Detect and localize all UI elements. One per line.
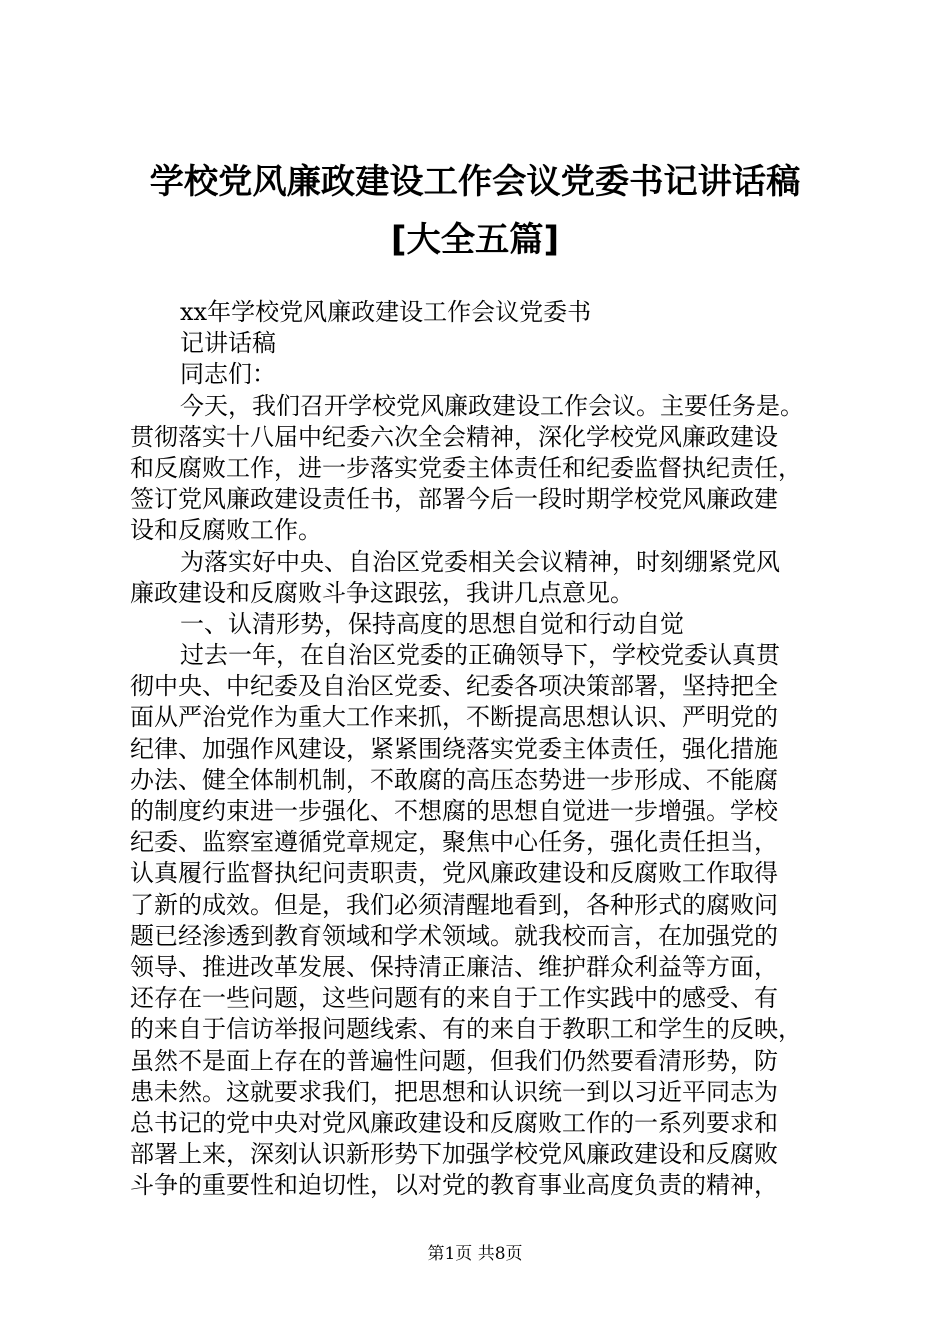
body-line: 纪律、加强作风建设，紧紧围绕落实党委主体责任，强化措施 bbox=[130, 734, 778, 763]
body-line: 过去一年，在自治区党委的正确领导下，学校党委认真贯 bbox=[180, 641, 780, 670]
body-line: 认真履行监督执纪问责职责，党风廉政建设和反腐败工作取得 bbox=[130, 859, 778, 888]
body-line: 虽然不是面上存在的普遍性问题，但我们仍然要看清形势，防 bbox=[130, 1046, 778, 1075]
body-line: 斗争的重要性和迫切性，以对党的教育事业高度负责的精神， bbox=[130, 1171, 778, 1200]
body-line: 贯彻落实十八届中纪委六次全会精神，深化学校党风廉政建设 bbox=[130, 422, 778, 451]
body-line: 记讲话稿 bbox=[180, 329, 276, 358]
body-line: 的来自于信访举报问题线索、有的来自于教职工和学生的反映， bbox=[130, 1015, 802, 1044]
section-heading: 一、认清形势，保持高度的思想自觉和行动自觉 bbox=[180, 609, 684, 638]
body-line: 签订党风廉政建设责任书，部署今后一段时期学校党风廉政建 bbox=[130, 485, 778, 514]
body-line: 同志们： bbox=[180, 360, 276, 389]
body-line: 今天，我们召开学校党风廉政建设工作会议。主要任务是。 bbox=[180, 391, 804, 420]
body-line: 部署上来，深刻认识新形势下加强学校党风廉政建设和反腐败 bbox=[130, 1140, 778, 1169]
body-line: 设和反腐败工作。 bbox=[130, 516, 322, 545]
body-line: 患未然。这就要求我们，把思想和认识统一到以习近平同志为 bbox=[130, 1077, 778, 1106]
body-line: 和反腐败工作，进一步落实党委主体责任和纪委监督执纪责任， bbox=[130, 453, 802, 482]
body-line: 为落实好中央、自治区党委相关会议精神，时刻绷紧党风 bbox=[180, 547, 780, 576]
document-title-line1: 学校党风廉政建设工作会议党委书记讲话稿 bbox=[149, 162, 801, 202]
body-line: 廉政建设和反腐败斗争这跟弦，我讲几点意见。 bbox=[130, 578, 634, 607]
page-footer: 第1页 共8页 bbox=[427, 1244, 523, 1264]
document-title-line2: [大全五篇] bbox=[390, 220, 560, 260]
body-line: xx年学校党风廉政建设工作会议党委书 bbox=[180, 298, 592, 326]
body-line: 纪委、监察室遵循党章规定，聚焦中心任务，强化责任担当， bbox=[130, 828, 778, 857]
document-body bbox=[130, 297, 850, 1201]
body-line: 面从严治党作为重大工作来抓，不断提高思想认识、严明党的 bbox=[130, 703, 778, 732]
body-line: 了新的成效。但是，我们必须清醒地看到，各种形式的腐败问 bbox=[130, 890, 778, 919]
body-line: 题已经渗透到教育领域和学术领域。就我校而言，在加强党的 bbox=[130, 921, 778, 950]
body-line: 的制度约束进一步强化、不想腐的思想自觉进一步增强。学校 bbox=[130, 797, 778, 825]
body-line: 领导、推进改革发展、保持清正廉洁、维护群众利益等方面， bbox=[130, 952, 778, 981]
body-line: 办法、健全体制机制，不敢腐的高压态势进一步形成、不能腐 bbox=[130, 765, 778, 794]
body-line: 彻中央、中纪委及自治区党委、纪委各项决策部署，坚持把全 bbox=[130, 672, 778, 701]
body-line: 还存在一些问题，这些问题有的来自于工作实践中的感受、有 bbox=[130, 984, 778, 1013]
body-line: 总书记的党中央对党风廉政建设和反腐败工作的一系列要求和 bbox=[130, 1108, 778, 1137]
